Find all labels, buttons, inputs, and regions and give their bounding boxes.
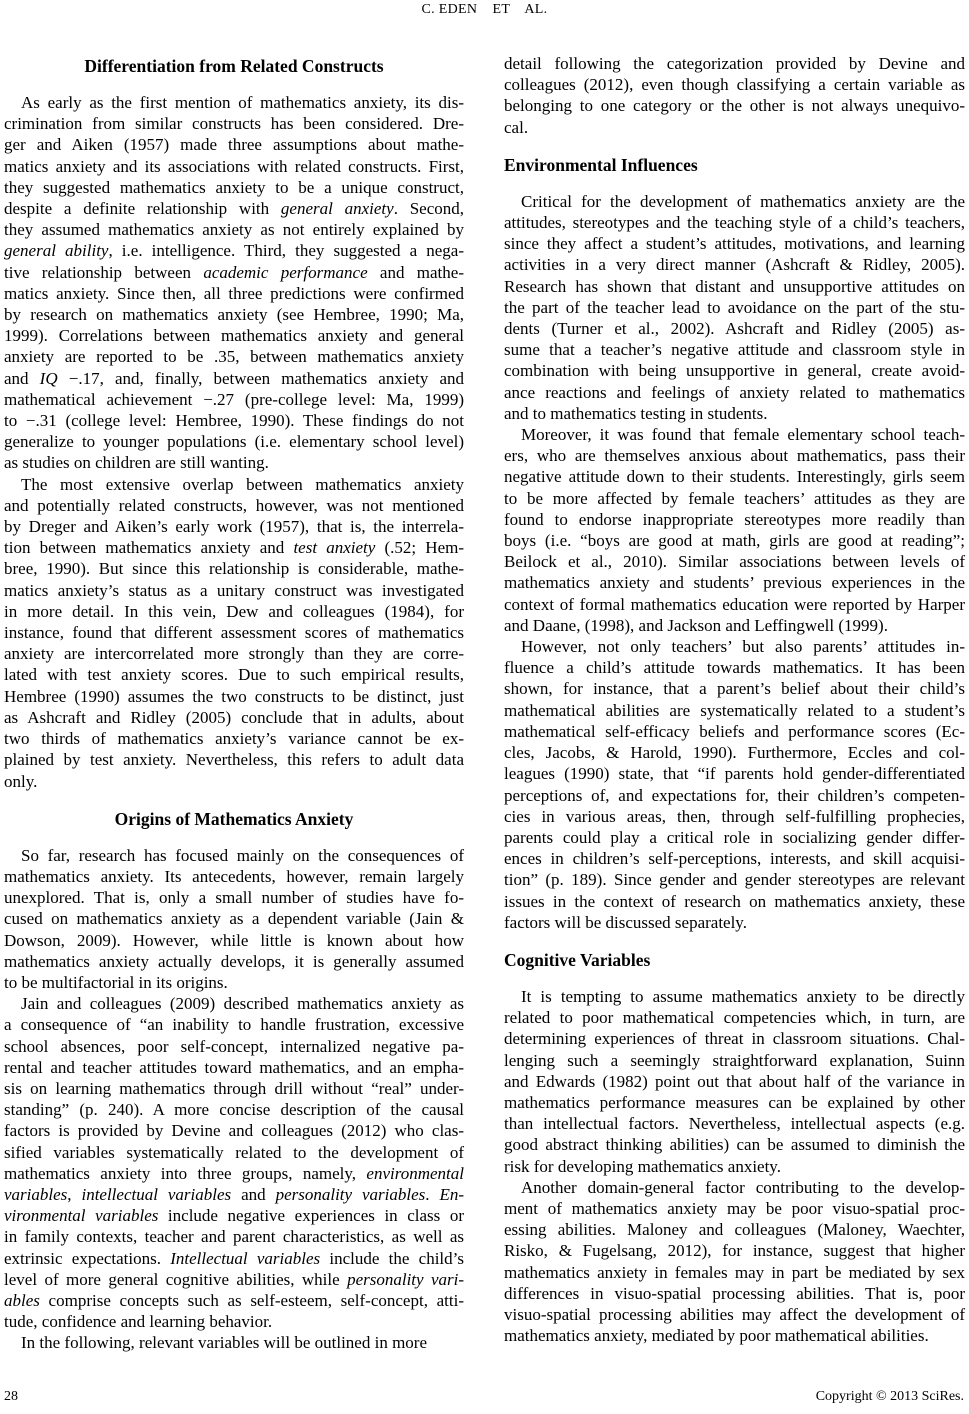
text-line: matics anxiety. Since then, all three predictions were confirmed [4, 283, 464, 303]
text-line: than intellectual factors. Nevertheless, intellectual aspects (e.g. [504, 1114, 965, 1134]
text-line: vironmental variables include negative experiences in class or [4, 1206, 464, 1226]
text-line: factors is provided by Devine and colleagues (2012) who clas- [4, 1121, 464, 1141]
text-line: context of formal mathematics education were reported by Harper [504, 594, 965, 614]
text-line: plained by test anxiety. Nevertheless, this refers to adult data [4, 750, 464, 770]
text-line: a consequence of “an inability to handle frustration, excessive [4, 1015, 464, 1035]
text-line: combination with being unsupportive in general, create avoid- [504, 361, 965, 381]
text-line: Risko, & Fugelsang, 2012), for instance, suggest that higher [504, 1241, 965, 1261]
text-line: in more detail. In this vein, Dew and colleagues (1984), for [4, 601, 464, 621]
paragraph [4, 993, 464, 1332]
text-line: cles, Jacobs, & Harold, 1990). Furthermore, Eccles and col- [504, 743, 965, 763]
text-line: attitudes, stereotypes and the teaching style of a child’s teachers, [504, 213, 965, 233]
text-line: mathematics anxiety. Its antecedents, however, remain largely [4, 866, 464, 886]
text-line: lenging such a seemingly straightforward explanation, Suinn [504, 1050, 965, 1070]
text-line: and to mathematics testing in students. [504, 403, 768, 423]
paragraph [504, 986, 965, 1177]
text-line: as studies on children are still wanting. [4, 453, 269, 473]
text-line: Moreover, it was found that female elementary school teach- [521, 425, 965, 445]
text-line: to be multifactorial in its origins. [4, 972, 228, 992]
text-line: differences in visuo-spatial processing abilities. That is, poor [504, 1283, 965, 1303]
text-line: As early as the first mention of mathematics anxiety, its dis- [21, 93, 464, 112]
text-line: boys (i.e. “boys are good at math, girls are good at reading”; [504, 531, 965, 551]
text-line: to −.31 (college level: Hembree, 1990). These findings do not [4, 411, 464, 431]
text-line: unexplored. That is, only a small number of studies have fo- [4, 888, 464, 908]
text-line: fluence a child’s attitude towards mathematics. It has been [504, 658, 965, 678]
text-line: the part of the teacher lead to avoidance on the part of the stu- [504, 297, 965, 317]
left-column [4, 53, 464, 1354]
section-heading: Origins of Mathematics Anxiety [114, 808, 354, 829]
text-line: school absences, poor self-concept, internalized negative pa- [4, 1036, 464, 1056]
text-line: mathematical self-efficacy beliefs and performance scores (Ec- [504, 721, 965, 741]
text-line: sified variables systematically related to the development of [4, 1142, 464, 1162]
text-line: only. [4, 771, 38, 791]
text-line: ment of mathematics anxiety may be poor visuo-spatial proc- [504, 1198, 965, 1218]
text-line: In the following, relevant variables will be outlined in more [21, 1333, 427, 1353]
text-line: ance reactions and feelings of anxiety related to mathematics [504, 382, 965, 402]
text-line: rental and teacher attitudes toward mathematics, and an empha- [4, 1057, 464, 1077]
text-line: mathematics anxiety into three groups, namely, environmental [4, 1163, 464, 1183]
text-line: since they affect a student’s attitudes, motivations, and learning [504, 234, 965, 254]
text-line: and Edwards (1982) point out that about half of the variance in [504, 1071, 965, 1091]
two-column-body [4, 53, 965, 1354]
text-line: risk for developing mathematics anxiety. [504, 1156, 781, 1176]
running-head: C. EDEN ET AL. [421, 2, 548, 17]
text-line: tude, confidence and learning behavior. [4, 1312, 273, 1332]
text-line: tive relationship between academic performance and mathe- [4, 262, 464, 282]
text-line: mathematical abilities are systematically related to a student’s [504, 700, 965, 720]
text-line: level of more general cognitive abilities, while personality vari- [4, 1269, 464, 1289]
text-line: standing” (p. 240). A more concise description of the causal [4, 1100, 464, 1120]
paragraph [504, 191, 965, 424]
text-line: 1999). Correlations between mathematics anxiety and general [4, 326, 464, 346]
text-line: variables, intellectual variables and personality variables. En- [4, 1184, 465, 1204]
text-line: Dowson, 2009). However, while little is known about how [4, 930, 464, 950]
text-line: bree, 1990). But since this relationship is considerable, mathe- [4, 559, 464, 579]
text-line: in family contexts, teacher and parent characteristics, as well as [4, 1227, 464, 1247]
text-line: mathematics anxiety and students’ previous experiences in the [504, 573, 965, 593]
text-line: they assumed mathematics anxiety as not entirely explained by [4, 220, 464, 240]
text-line: The most extensive overlap between mathematics anxiety [21, 474, 464, 494]
text-line: Beilock et al., 2010). Similar associations between levels of [504, 552, 965, 572]
paragraph [4, 1332, 464, 1353]
text-line: sis on learning mathematics through drill without “real” under- [4, 1078, 464, 1098]
text-line: tion” (p. 189). Since gender and gender stereotypes are relevant [504, 870, 965, 890]
text-line: factors will be discussed separately. [504, 912, 747, 932]
text-line: parents could play a critical role in socializing gender differ- [504, 827, 965, 847]
paragraph [4, 845, 464, 993]
paragraph [504, 636, 965, 933]
text-line: So far, research has focused mainly on the consequences of [21, 845, 464, 865]
text-line: ers, who are themselves anxious about mathematics, pass their [504, 446, 965, 466]
page-number: 28 [4, 1389, 18, 1404]
section-heading: Cognitive Variables [504, 949, 651, 970]
text-line: mathematics anxiety in females may in part be mediated by sex [504, 1262, 965, 1282]
text-line: by Dreger and Aiken’s early work (1957), that is, the interrela- [4, 517, 464, 537]
text-line: and potentially related constructs, however, was not mentioned [4, 495, 464, 515]
text-line: cal. [504, 117, 529, 137]
text-line: to be more affected by female teachers’ attitudes as they are [504, 488, 965, 508]
text-line: visuo-spatial processing abilities may affect the development of [504, 1304, 965, 1324]
text-line: leagues (1990) state, that “if parents hold gender-differentiated [504, 764, 965, 784]
paragraph [504, 53, 965, 138]
paragraph [504, 1177, 965, 1347]
text-line: perceptions of, and expectations for, their children’s competen- [504, 785, 965, 805]
text-line: However, not only teachers’ but also parents’ attitudes in- [521, 637, 965, 657]
text-line: Hembree (1990) assumes the two constructs to be distinct, just [4, 686, 464, 706]
text-line: crimination from similar constructs has been considered. Dre- [4, 114, 464, 134]
page-footer [4, 1389, 964, 1405]
text-line: cused on mathematics anxiety as a dependent variable (Jain & [4, 909, 464, 929]
text-line: mathematical achievement −.27 (pre-college level: Ma, 1999) [4, 389, 464, 409]
text-line: Critical for the development of mathematics anxiety are the [521, 191, 965, 211]
text-line: anxiety are intercorrelated more strongly than they are corre- [4, 644, 464, 664]
text-line: dents (Turner et al., 2002). Ashcraft and Ridley (2005) as- [504, 319, 965, 339]
text-line: found to endorse inappropriate stereotypes more readily than [504, 509, 965, 529]
text-line: colleagues (2012), even though classifying a certain variable as [504, 75, 965, 95]
text-line: two thirds of mathematics anxiety’s variance cannot be ex- [4, 729, 464, 749]
text-line: lated with test anxiety scores. Due to such empirical results, [4, 665, 464, 685]
text-line: as Ashcraft and Ridley (2005) conclude that in adults, about [4, 707, 464, 727]
text-line: shown, for instance, that a parent’s belief about their child’s [504, 679, 965, 699]
text-line: mathematics performance measures can be explained by other [504, 1092, 965, 1112]
text-line: extrinsic expectations. Intellectual variables include the child’s [4, 1248, 464, 1268]
text-line: Another domain-general factor contributing to the develop- [521, 1177, 965, 1197]
copyright-notice: Copyright © 2013 SciRes. [815, 1389, 964, 1404]
text-line: mathematics anxiety, mediated by poor mathematical abilities. [504, 1326, 929, 1346]
paragraph [4, 92, 464, 474]
text-line: despite a definite relationship with general anxiety. Second, [4, 199, 465, 219]
text-line: good abstract thinking abilities) can be assumed to diminish the [504, 1135, 965, 1155]
text-line: determining experiences of threat in classroom situations. Chal- [504, 1029, 965, 1049]
text-line: belonging to one category or the other is not always unequivo- [504, 96, 965, 116]
text-line: matics anxiety’s status as a unitary construct was investigated [4, 580, 464, 600]
text-line: essing abilities. Maloney and colleagues (Maloney, Waechter, [504, 1220, 965, 1240]
text-line: Research has shown that distant and unsupportive attitudes on [504, 276, 965, 296]
text-line: related to poor mathematical competencies which, in turn, are [504, 1008, 965, 1028]
text-line: by research on mathematics anxiety (see Hembree, 1990; Ma, [4, 305, 464, 325]
text-line: and Daane, (1998), and Jackson and Leffingwell (1999). [504, 615, 888, 635]
text-line: matics anxiety and its associations with related constructs. First, [4, 156, 464, 176]
text-line: ables comprise concepts such as self-esteem, self-concept, atti- [4, 1290, 464, 1310]
text-line: general ability, i.e. intelligence. Third, they suggested a nega- [4, 241, 464, 261]
text-line: negative attitude down to their students. Interestingly, girls seem [504, 467, 965, 487]
text-line: It is tempting to assume mathematics anxiety to be directly [521, 986, 965, 1006]
text-line: they suggested mathematics anxiety to be a unique construct, [4, 177, 464, 197]
text-line: ger and Aiken (1957) made three assumptions about mathe- [4, 135, 464, 155]
text-line: mathematics anxiety actually develops, it is generally assumed [4, 951, 464, 971]
text-line: activities in a very direct manner (Ashcraft & Ridley, 2005). [504, 255, 965, 275]
text-line: anxiety are reported to be .35, between mathematics anxiety [4, 347, 464, 367]
text-line: sume that a teacher’s negative attitude and classroom style in [504, 340, 965, 360]
section-heading: Differentiation from Related Constructs [84, 56, 384, 76]
text-line: Jain and colleagues (2009) described mathematics anxiety as [21, 994, 464, 1014]
section-heading: Environmental Influences [504, 154, 698, 175]
text-line: and IQ −.17, and, finally, between mathematics anxiety and [4, 368, 464, 388]
right-column [504, 53, 965, 1354]
text-line: issues in the context of research on mathematics anxiety, these [504, 891, 965, 911]
text-line: generalize to younger populations (i.e. elementary school level) [4, 432, 464, 452]
text-line: detail following the categorization provided by Devine and [504, 54, 965, 73]
text-line: tion between mathematics anxiety and test anxiety (.52; Hem- [4, 538, 464, 558]
text-line: ences in children’s self-perceptions, interests, and skill acquisi- [504, 849, 965, 869]
text-line: instance, found that different assessment scores of mathematics [4, 623, 464, 643]
paragraph [504, 424, 965, 636]
paragraph [4, 474, 464, 792]
text-line: cies in various areas, then, through self-fulfilling prophecies, [504, 806, 965, 826]
